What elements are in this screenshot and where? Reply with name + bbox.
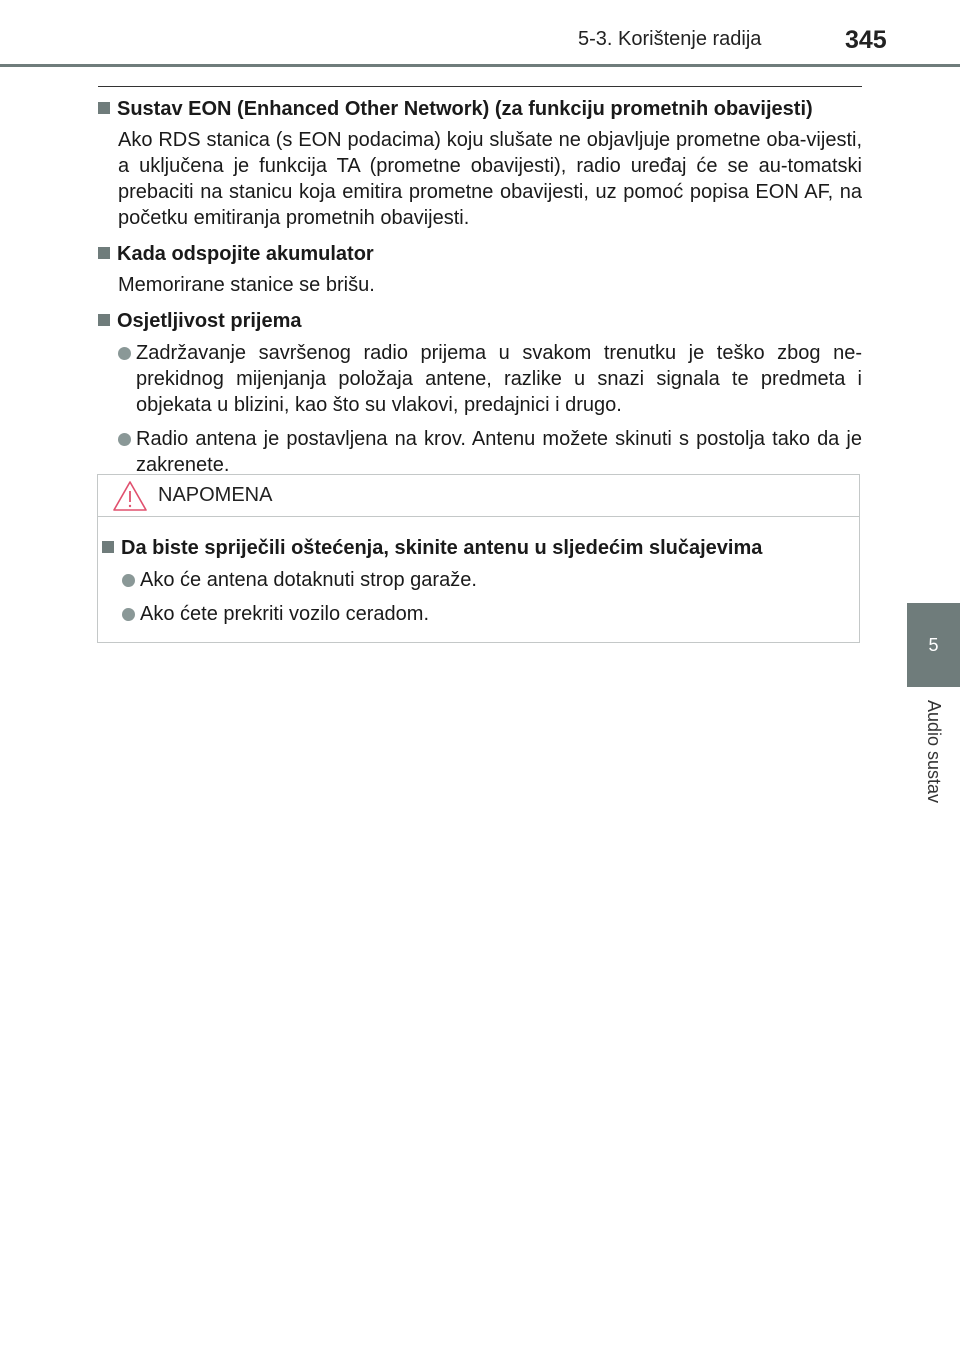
side-tab-chapter[interactable] [907, 603, 960, 687]
circle-bullet-icon [118, 347, 131, 360]
square-bullet-icon [98, 102, 110, 114]
section-paragraph: Ako RDS stanica (s EON podacima) koju slušate ne objavljuje prometne oba-vijesti, a uključena je funkcija TA (prometne obavijesti), radio uređaj će se au-tomatski prebaciti na stanicu koja emitira prometne obavijesti, uz pomoć popisa EON AF, na početku emitiranja prometnih obavijesti. [118, 129, 862, 229]
section-eon [98, 94, 862, 231]
list-item: Ako ćete prekriti vozilo ceradom. [122, 601, 859, 627]
main-content [98, 94, 862, 486]
section-heading: Sustav EON (Enhanced Other Network) (za funkciju prometnih obavijesti) [98, 94, 862, 124]
side-tab-number: 5 [928, 634, 939, 655]
notice-box [97, 474, 860, 643]
header-section-title: 5-3. Korištenje radija [578, 28, 762, 50]
section-paragraph: Memorirane stanice se brišu. [118, 274, 375, 296]
circle-bullet-icon [122, 574, 135, 587]
notice-title: NAPOMENA [158, 484, 273, 506]
section-heading: Osjetljivost prijema [98, 306, 862, 336]
side-tab-label: Audio sustav [924, 700, 944, 804]
notice-body [98, 517, 859, 627]
notice-header [98, 475, 859, 517]
notice-heading: Da biste spriječili oštećenja, skinite antenu u sljedećim slučajevima [102, 533, 859, 563]
circle-bullet-icon [118, 433, 131, 446]
circle-bullet-icon [122, 608, 135, 621]
list-item: Radio antena je postavljena na krov. Antenu možete skinuti s postolja tako da je zakrenete. [118, 426, 862, 478]
square-bullet-icon [102, 541, 114, 553]
page-number: 345 [845, 26, 887, 54]
section-reception [98, 306, 862, 478]
warning-triangle-icon [112, 480, 148, 512]
section-heading: Kada odspojite akumulator [98, 239, 862, 269]
square-bullet-icon [98, 314, 110, 326]
square-bullet-icon [98, 247, 110, 259]
content-rule [98, 86, 862, 87]
list-item: Ako će antena dotaknuti strop garaže. [122, 567, 859, 593]
section-battery [98, 239, 862, 298]
list-item: Zadržavanje savršenog radio prijema u svakom trenutku je teško zbog ne-prekidnog mijenjanja položaja antene, razlike u snazi signala te predmeta i objekata u blizini, kao što su vlakovi, predajnici i drugo. [118, 340, 862, 418]
header-rule [0, 64, 960, 67]
